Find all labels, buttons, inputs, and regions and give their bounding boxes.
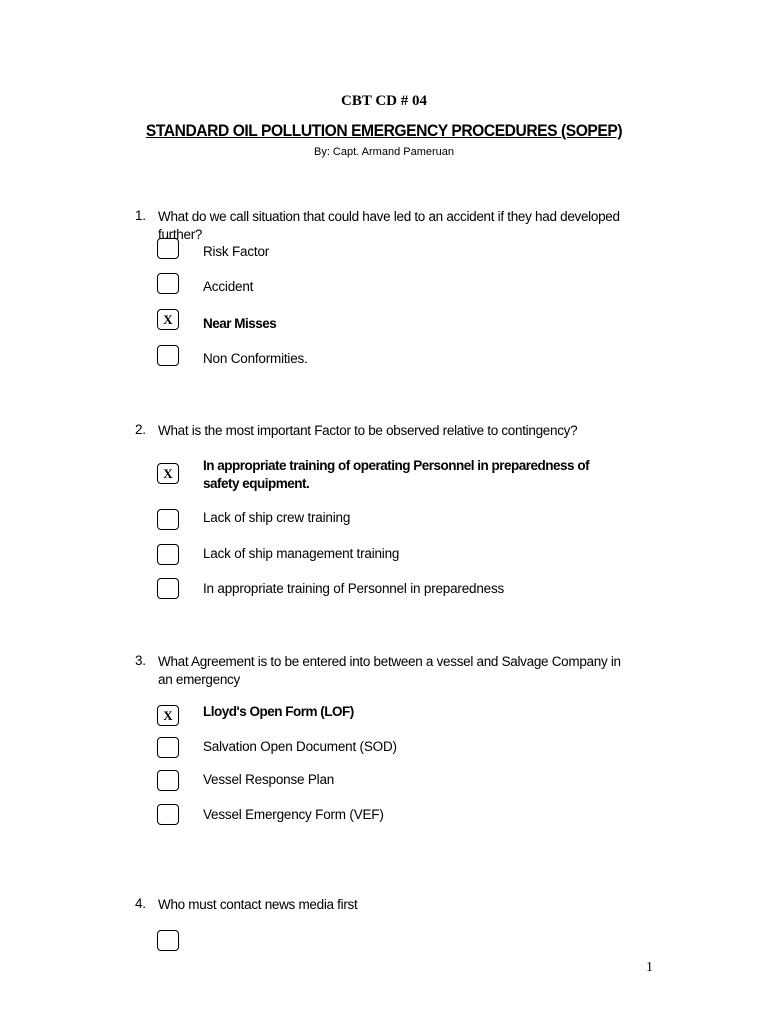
question-number: 1. [135, 208, 146, 223]
question-text: What Agreement is to be entered into between a vessel and Salvage Company in an emergency [158, 654, 621, 687]
option-checkbox[interactable] [157, 509, 179, 530]
option-label: Non Conformities. [203, 351, 308, 366]
option-label: Salvation Open Document (SOD) [203, 739, 397, 754]
option-checkbox[interactable] [157, 578, 179, 599]
option-label: Lloyd's Open Form (LOF) [203, 704, 354, 719]
option-checkbox[interactable]: X [157, 463, 179, 484]
document-title: STANDARD OIL POLLUTION EMERGENCY PROCEDURES (SOPEP) [145, 121, 623, 140]
question-number: 2. [135, 422, 146, 437]
option-checkbox[interactable] [157, 804, 179, 825]
option-checkbox[interactable] [157, 345, 179, 366]
option-checkbox[interactable] [157, 737, 179, 758]
option-label: Lack of ship crew training [203, 510, 351, 525]
option-checkbox[interactable] [157, 544, 179, 565]
document-code: CBT CD # 04 [341, 93, 427, 109]
document-author: By: Capt. Armand Pameruan [313, 146, 454, 158]
option-label: Vessel Emergency Form (VEF) [203, 807, 384, 822]
option-checkbox[interactable] [157, 273, 179, 294]
option-checkbox[interactable] [157, 930, 179, 951]
question-text: What is the most important Factor to be observed relative to contingency? [158, 423, 578, 438]
option-checkbox[interactable] [157, 238, 179, 259]
option-label: Vessel Response Plan [203, 772, 335, 787]
option-checkbox[interactable]: X [157, 309, 179, 330]
option-label: Lack of ship management training [203, 546, 400, 561]
question-number: 3. [135, 653, 146, 668]
question-text: Who must contact news media first [158, 897, 358, 912]
option-label: In appropriate training of operating Personnel in preparedness of safety equipment. [203, 458, 590, 491]
question-text: What do we call situation that could have led to an accident if they had developed further? [158, 209, 620, 242]
option-label: Near Misses [203, 316, 277, 331]
page-number: 1 [646, 960, 653, 975]
option-label: Accident [203, 279, 254, 294]
option-checkbox[interactable]: X [157, 705, 179, 726]
option-label: Risk Factor [203, 244, 270, 259]
option-label: In appropriate training of Personnel in preparedness [203, 581, 505, 596]
option-checkbox[interactable] [157, 770, 179, 791]
question-number: 4. [135, 896, 146, 911]
